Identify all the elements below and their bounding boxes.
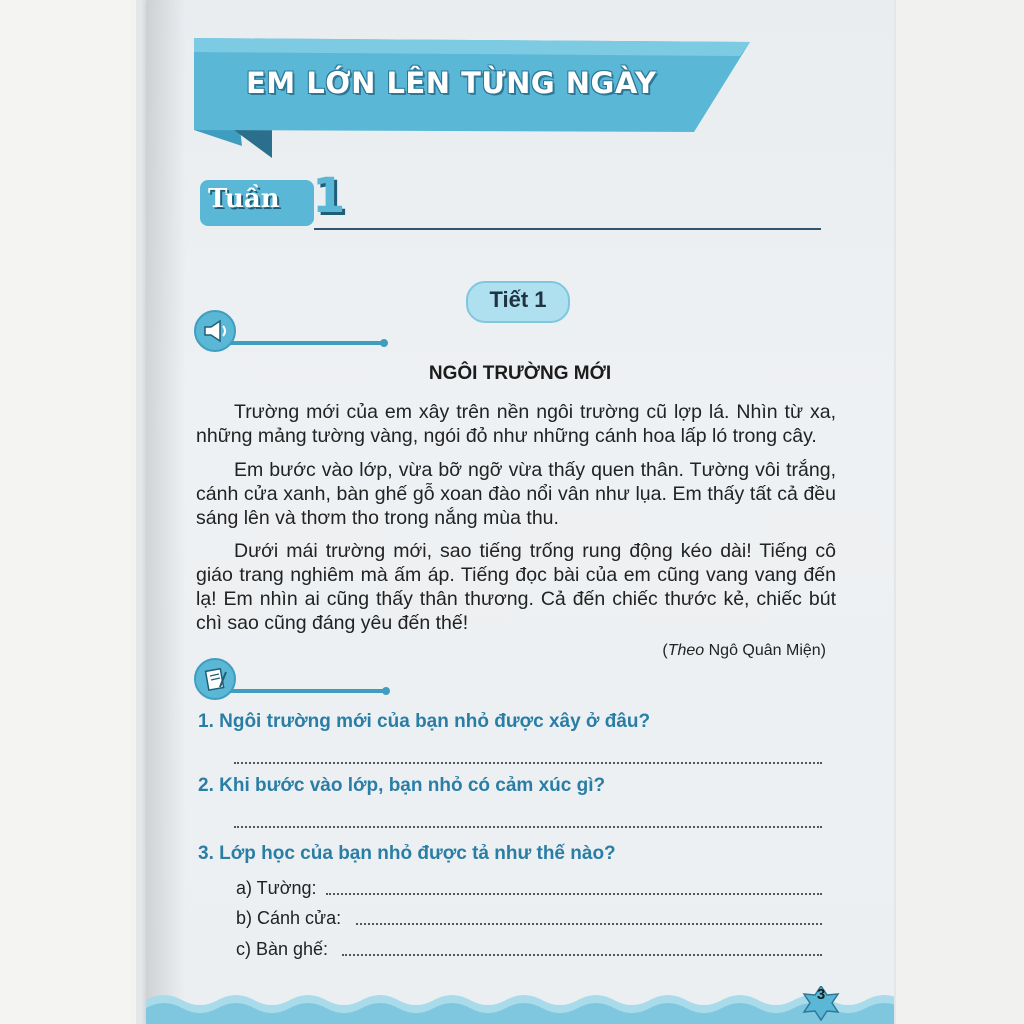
- desk-background-left: [0, 0, 130, 1024]
- reading-title: NGÔI TRƯỜNG MỚI: [428, 363, 612, 384]
- reading-paragraph: Dưới mái trường mới, sao tiếng trống rung động kéo dài! Tiếng cô giáo trang nghiêm mà ấm áp. Tiếng đọc bài của em cũng vang vang đến lạ! Em nhìn ai cũng thấy thân thương. Cả đến chiếc thước kẻ, chiếc bút chì sao cũng đáng yêu đến thế!: [196, 540, 836, 634]
- question-3: 3. Lớp học của bạn nhỏ được tả như thế nào?: [198, 843, 616, 864]
- source-author: Ngô Quân Miện: [708, 642, 821, 659]
- lesson-label: Tiết 1: [489, 287, 547, 312]
- sub-item-desk-label: c) Bàn ghế:: [236, 939, 329, 959]
- question-1: 1. Ngôi trường mới của bạn nhỏ được xây ở đâu?: [198, 711, 651, 732]
- notepad-icon: [194, 658, 236, 700]
- title-banner: [194, 36, 754, 166]
- exercise-divider-dot: [382, 687, 390, 695]
- megaphone-icon: [194, 310, 236, 352]
- source-prefix: Theo: [667, 642, 705, 659]
- sub-item-wall-label: a) Tường:: [236, 878, 317, 898]
- answer-field-2[interactable]: [234, 826, 822, 828]
- week-underline: [314, 228, 821, 230]
- week-label: Tuần: [208, 184, 280, 214]
- unit-title: EM LỚN LÊN TỪNG NGÀY: [246, 66, 657, 100]
- week-number: 1: [312, 168, 346, 224]
- desk-background-right: [896, 0, 1024, 1024]
- page-number: 3: [816, 986, 826, 1003]
- reading-paragraph: Trường mới của em xây trên nền ngôi trường cũ lợp lá. Nhìn từ xa, những mảng tường vàng, ngói đỏ như những cánh hoa lấp ló trong cây.: [196, 401, 836, 447]
- answer-field-wall[interactable]: [326, 893, 822, 895]
- sub-item-door-label: b) Cánh cửa:: [236, 908, 342, 928]
- footer-wave: [146, 986, 894, 1024]
- answer-field-door[interactable]: [356, 923, 822, 925]
- reading-divider-dot: [380, 339, 388, 347]
- reading-paragraph: Em bước vào lớp, vừa bỡ ngỡ vừa thấy quen thân. Tường vôi trắng, cánh cửa xanh, bàn ghế gỗ xoan đào nổi vân như lụa. Em thấy tất cả đều sáng lên và thơm tho trong nắng mùa thu.: [196, 459, 836, 529]
- reading-source: (Theo Ngô Quân Miện): [662, 642, 826, 659]
- answer-field-1[interactable]: [234, 762, 822, 764]
- question-2: 2. Khi bước vào lớp, bạn nhỏ có cảm xúc gì?: [198, 775, 606, 796]
- page-binding-shadow: [146, 0, 186, 1024]
- answer-field-desk[interactable]: [342, 954, 822, 956]
- workbook-page: [146, 0, 894, 1024]
